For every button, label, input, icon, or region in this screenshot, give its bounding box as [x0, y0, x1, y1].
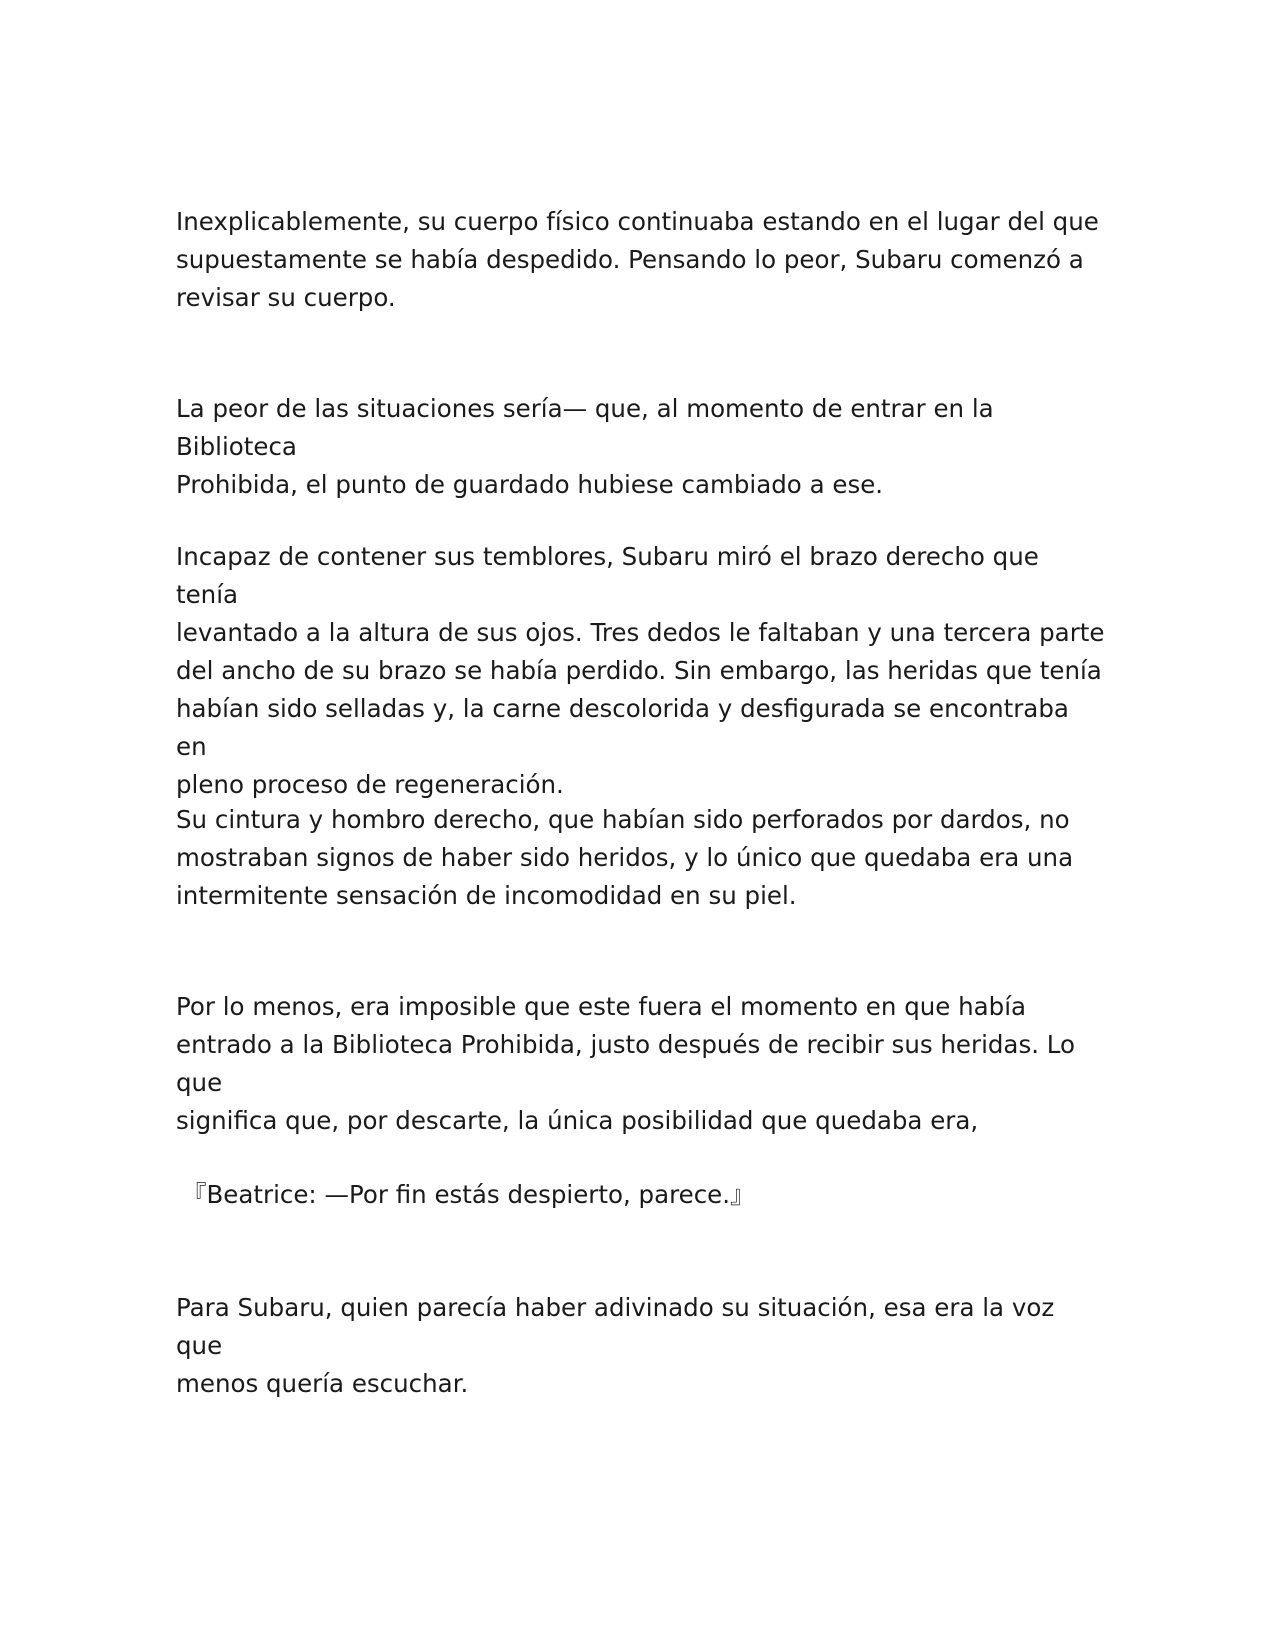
paragraph-1: Inexplicablemente, su cuerpo físico continuaba estando en el lugar del que supuestamente se había despedido. Pensando lo peor, Subaru comenzó a revisar su cuerpo. — [176, 207, 1099, 312]
dialogue-line: 『Beatrice: —Por fin estás despierto, parece.』 — [182, 1180, 755, 1209]
paragraph-4: Su cintura y hombro derecho, que habían sido perforados por dardos, no mostraban signos de haber sido heridos, y lo único que quedaba era una intermitente sensación de incomodidad en su piel. — [176, 805, 1074, 910]
paragraph-7: Para Subaru, quien parecía haber adivinado su situación, esa era la voz que menos quería escuchar. — [176, 1293, 1055, 1398]
paragraph-5: Por lo menos, era imposible que este fuera el momento en que había entrado a la Biblioteca Prohibida, justo después de recibir sus heridas. Lo que significa que, por descarte, la única posibilidad que quedaba era, — [176, 992, 1075, 1135]
paragraph-2: La peor de las situaciones sería— que, al momento de entrar en la Biblioteca Prohibida, el punto de guardado hubiese cambiado a ese. — [176, 394, 994, 499]
paragraph-3: Incapaz de contener sus temblores, Subaru miró el brazo derecho que tenía levantado a la altura de sus ojos. Tres dedos le faltaban y una tercera parte del ancho de su brazo se había perdido. Sin embargo, las heridas que tenía habían sido selladas y, la carne descolorida y desfigurada se encontraba en pleno proceso de regeneración. — [176, 542, 1105, 799]
